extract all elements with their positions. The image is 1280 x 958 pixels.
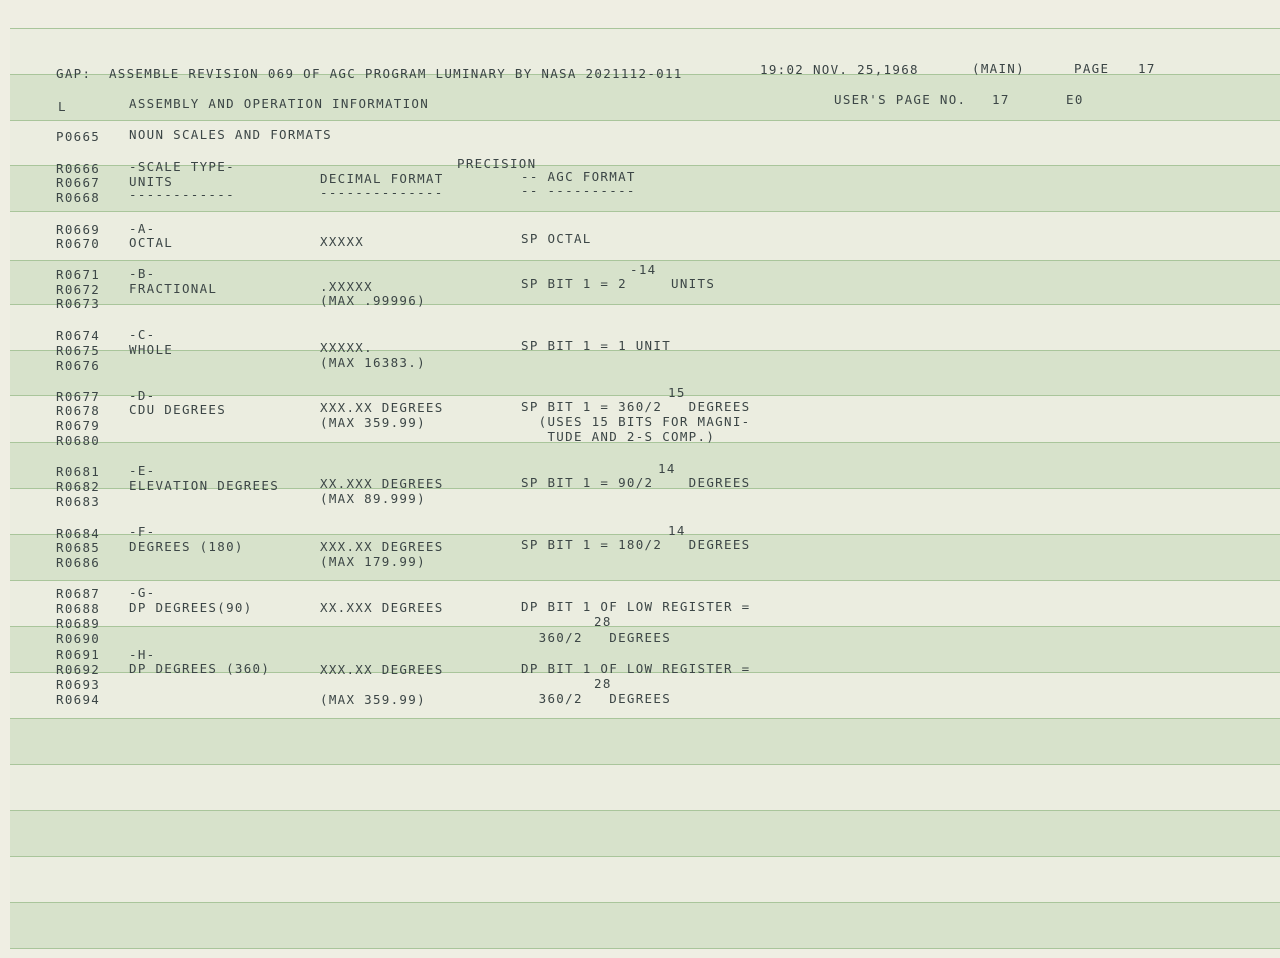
scale-type-heading: -SCALE TYPE- bbox=[129, 159, 235, 174]
underline-dashes: -- ---------- bbox=[521, 183, 636, 198]
agc-format-cell: 360/2 DEGREES bbox=[521, 691, 672, 706]
line-id: R0666 bbox=[56, 161, 101, 176]
rule-line bbox=[10, 120, 1280, 121]
line-id: R0683 bbox=[56, 494, 101, 509]
header-page-number: 17 bbox=[1138, 61, 1156, 76]
scale-letter: -G- bbox=[129, 585, 156, 600]
band bbox=[10, 902, 1280, 948]
scale-letter: -D- bbox=[129, 388, 156, 403]
units-cell: DP DEGREES(90) bbox=[129, 600, 253, 615]
rule-line bbox=[10, 534, 1280, 535]
line-id: P0665 bbox=[56, 129, 101, 144]
header-page-label: PAGE bbox=[1074, 61, 1110, 76]
agc-format-cell: SP BIT 1 = 2 UNITS bbox=[521, 276, 716, 291]
line-id: R0671 bbox=[56, 267, 101, 282]
band bbox=[10, 856, 1280, 902]
agc-format-cell: SP BIT 1 = 1 UNIT bbox=[521, 338, 672, 353]
units-cell: OCTAL bbox=[129, 235, 174, 250]
band bbox=[10, 810, 1280, 856]
agc-format-cell: 360/2 DEGREES bbox=[521, 630, 672, 645]
rule-line bbox=[10, 304, 1280, 305]
line-id: R0686 bbox=[56, 555, 101, 570]
decimal-format-cell: (MAX 359.99) bbox=[320, 415, 426, 430]
line-id: R0672 bbox=[56, 282, 101, 297]
section-title: NOUN SCALES AND FORMATS bbox=[129, 127, 332, 142]
units-cell: WHOLE bbox=[129, 342, 174, 357]
agc-format-cell: DP BIT 1 OF LOW REGISTER = bbox=[521, 661, 751, 676]
rule-line bbox=[10, 902, 1280, 903]
header-timestamp: 19:02 NOV. 25,1968 bbox=[760, 62, 919, 77]
header-title: GAP: ASSEMBLE REVISION 069 OF AGC PROGRAM LUMINARY BY NASA 2021112-011 bbox=[56, 66, 683, 81]
subheader-section: ASSEMBLY AND OPERATION INFORMATION bbox=[129, 96, 430, 111]
agc-format-cell: DP BIT 1 OF LOW REGISTER = bbox=[521, 599, 751, 614]
underline-dashes: -------------- bbox=[320, 185, 444, 200]
line-id: R0668 bbox=[56, 190, 101, 205]
line-id: R0682 bbox=[56, 479, 101, 494]
exponent: 15 bbox=[668, 385, 686, 400]
decimal-format-cell: XXXXX. bbox=[320, 340, 373, 355]
decimal-format-cell: (MAX .99996) bbox=[320, 293, 426, 308]
line-id: R0676 bbox=[56, 358, 101, 373]
line-id: R0678 bbox=[56, 403, 101, 418]
decimal-format-cell: XX.XXX DEGREES bbox=[320, 476, 444, 491]
agc-format-cell: (USES 15 BITS FOR MAGNI- bbox=[521, 414, 751, 429]
exponent: 14 bbox=[658, 461, 676, 476]
line-id: R0690 bbox=[56, 631, 101, 646]
rule-line bbox=[10, 856, 1280, 857]
line-id: R0685 bbox=[56, 540, 101, 555]
line-id: R0677 bbox=[56, 389, 101, 404]
decimal-format-cell: (MAX 179.99) bbox=[320, 554, 426, 569]
subheader-users-page: USER'S PAGE NO. bbox=[834, 92, 967, 107]
decimal-format-cell: XXX.XX DEGREES bbox=[320, 662, 444, 677]
rule-line bbox=[10, 764, 1280, 765]
units-cell: FRACTIONAL bbox=[129, 281, 218, 296]
rule-line bbox=[10, 580, 1280, 581]
agc-format-cell: SP BIT 1 = 360/2 DEGREES bbox=[521, 399, 751, 414]
line-id: R0680 bbox=[56, 433, 101, 448]
exponent: 14 bbox=[668, 523, 686, 538]
line-id: R0681 bbox=[56, 464, 101, 479]
line-id: R0684 bbox=[56, 526, 101, 541]
line-id: R0674 bbox=[56, 328, 101, 343]
units-cell: DEGREES (180) bbox=[129, 539, 244, 554]
line-id: R0693 bbox=[56, 677, 101, 692]
band bbox=[10, 718, 1280, 764]
line-id: R0691 bbox=[56, 647, 101, 662]
decimal-format-cell: XXX.XX DEGREES bbox=[320, 539, 444, 554]
rule-line bbox=[10, 395, 1280, 396]
band bbox=[10, 211, 1280, 260]
exponent: 28 bbox=[594, 614, 612, 629]
header-main: (MAIN) bbox=[972, 61, 1025, 76]
scale-letter: -E- bbox=[129, 463, 156, 478]
agc-format-heading: -- AGC FORMAT bbox=[521, 169, 636, 184]
decimal-format-cell: (MAX 16383.) bbox=[320, 355, 426, 370]
subheader-users-page-number: 17 bbox=[992, 92, 1010, 107]
decimal-format-cell: XX.XXX DEGREES bbox=[320, 600, 444, 615]
line-id: R0679 bbox=[56, 418, 101, 433]
subheader-code: E0 bbox=[1066, 92, 1084, 107]
line-id: R0688 bbox=[56, 601, 101, 616]
agc-format-cell: SP BIT 1 = 180/2 DEGREES bbox=[521, 537, 751, 552]
scale-letter: -A- bbox=[129, 221, 156, 236]
exponent: 28 bbox=[594, 676, 612, 691]
underline-dashes: ------------ bbox=[129, 187, 235, 202]
units-cell: CDU DEGREES bbox=[129, 402, 227, 417]
line-id: R0667 bbox=[56, 175, 101, 190]
exponent: -14 bbox=[630, 262, 657, 277]
decimal-format-heading: DECIMAL FORMAT bbox=[320, 171, 444, 186]
line-id: R0692 bbox=[56, 662, 101, 677]
rule-line bbox=[10, 626, 1280, 627]
rule-line bbox=[10, 948, 1280, 949]
line-id: R0687 bbox=[56, 586, 101, 601]
line-id: R0673 bbox=[56, 296, 101, 311]
agc-format-cell: SP OCTAL bbox=[521, 231, 592, 246]
agc-format-cell: TUDE AND 2-S COMP.) bbox=[521, 429, 716, 444]
decimal-format-cell: .XXXXX bbox=[320, 279, 373, 294]
subheader-l: L bbox=[58, 99, 67, 114]
scale-letter: -C- bbox=[129, 327, 156, 342]
scale-letter: -B- bbox=[129, 266, 156, 281]
units-cell: ELEVATION DEGREES bbox=[129, 478, 280, 493]
rule-line bbox=[10, 211, 1280, 212]
scale-letter: -H- bbox=[129, 647, 156, 662]
band bbox=[10, 764, 1280, 810]
band bbox=[10, 350, 1280, 395]
units-heading: UNITS bbox=[129, 174, 174, 189]
line-id: R0669 bbox=[56, 222, 101, 237]
band bbox=[10, 488, 1280, 534]
decimal-format-cell: (MAX 89.999) bbox=[320, 491, 426, 506]
agc-format-cell: SP BIT 1 = 90/2 DEGREES bbox=[521, 475, 751, 490]
rule-line bbox=[10, 810, 1280, 811]
precision-heading: PRECISION bbox=[457, 156, 537, 171]
scale-letter: -F- bbox=[129, 524, 156, 539]
line-id: R0689 bbox=[56, 616, 101, 631]
decimal-format-cell: XXX.XX DEGREES bbox=[320, 400, 444, 415]
line-id: R0670 bbox=[56, 236, 101, 251]
rule-line bbox=[10, 260, 1280, 261]
decimal-format-cell: (MAX 359.99) bbox=[320, 692, 426, 707]
units-cell: DP DEGREES (360) bbox=[129, 661, 271, 676]
decimal-format-cell: XXXXX bbox=[320, 234, 365, 249]
rule-line bbox=[10, 718, 1280, 719]
line-id: R0675 bbox=[56, 343, 101, 358]
rule-line bbox=[10, 28, 1280, 29]
line-id: R0694 bbox=[56, 692, 101, 707]
